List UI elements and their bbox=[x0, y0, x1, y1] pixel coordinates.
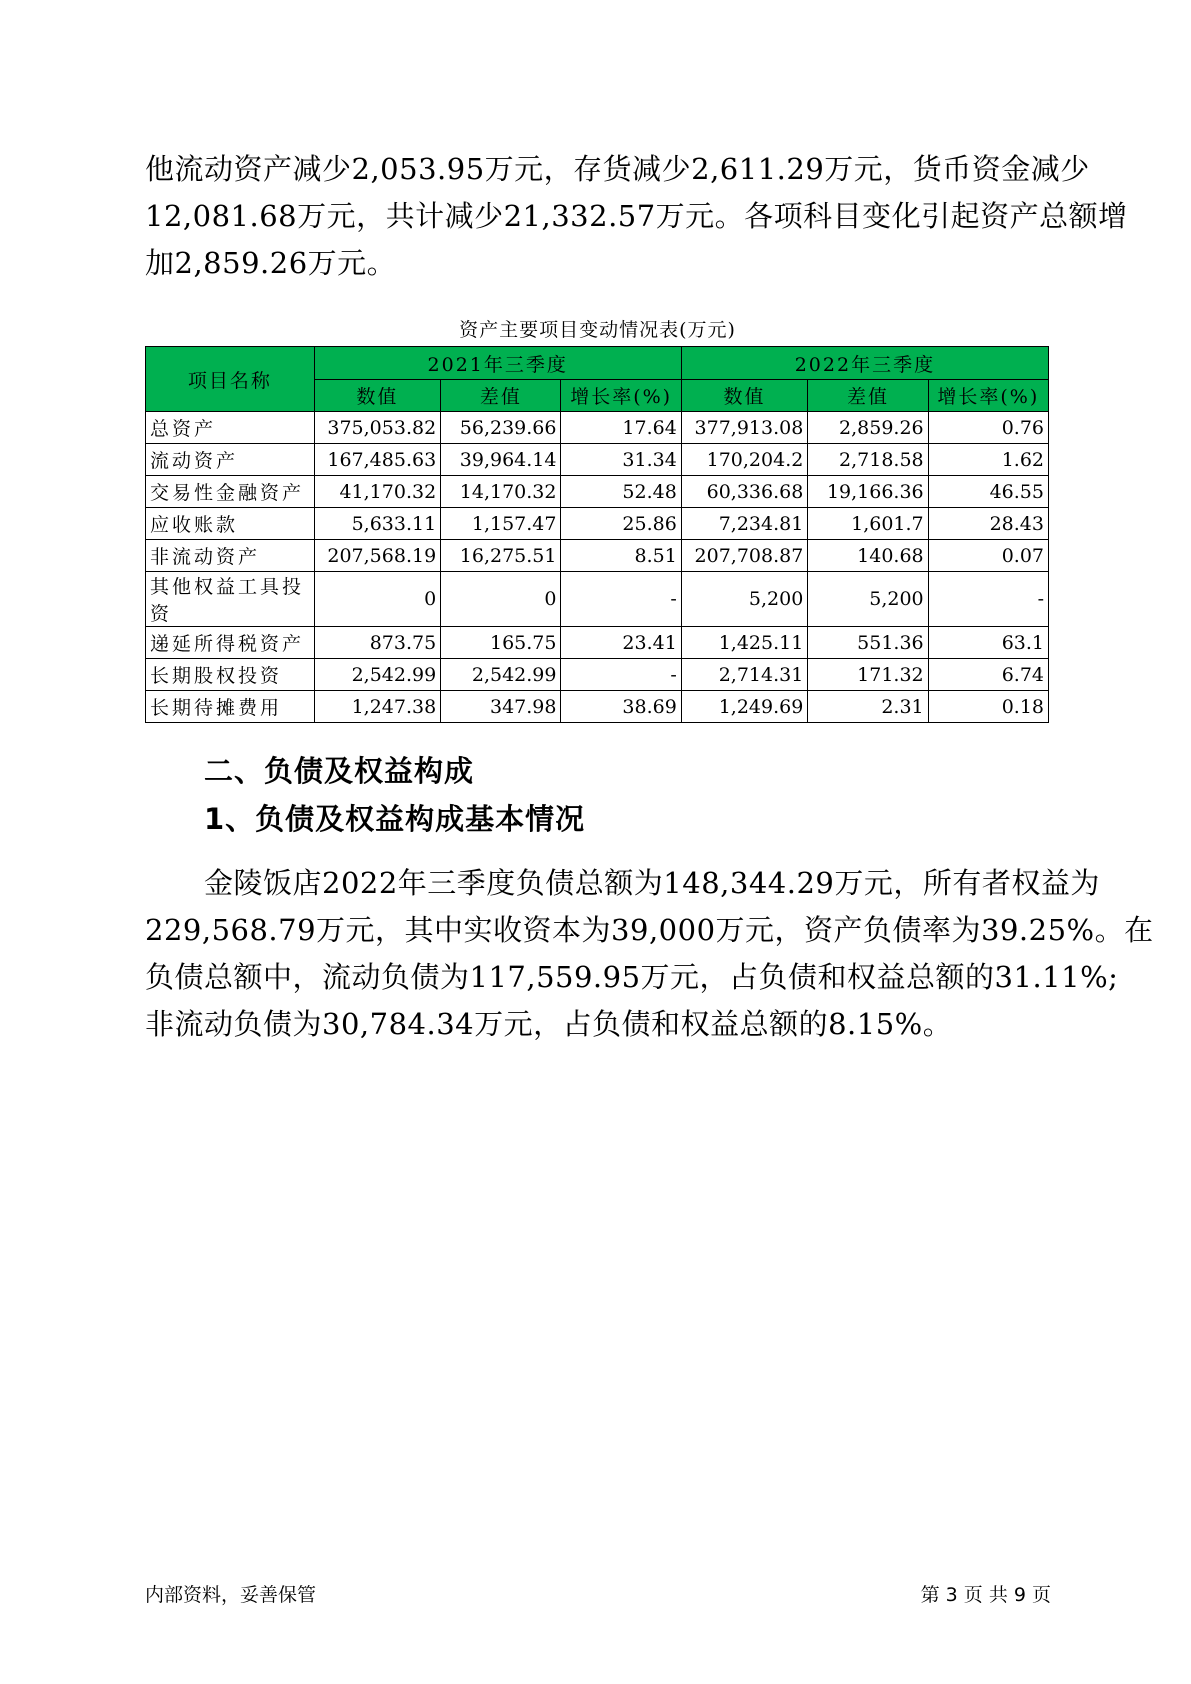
header-value-2022: 数值 bbox=[681, 380, 808, 412]
table-row bbox=[146, 412, 1049, 444]
cell-growth-2022: 46.55 bbox=[928, 476, 1048, 508]
header-period-2022: 2022年三季度 bbox=[681, 347, 1048, 380]
cell-growth-2021: 17.64 bbox=[561, 412, 681, 444]
cell-growth-2022: 63.1 bbox=[928, 627, 1048, 659]
cell-growth-2021: 8.51 bbox=[561, 540, 681, 572]
cell-diff-2022: 2,859.26 bbox=[808, 412, 928, 444]
cell-diff-2021: 14,170.32 bbox=[441, 476, 561, 508]
cell-growth-2022: - bbox=[928, 572, 1048, 627]
cell-value-2021: 375,053.82 bbox=[314, 412, 441, 444]
paragraph-line: 加2,859.26万元。 bbox=[145, 246, 397, 280]
paragraph-assets-change bbox=[145, 146, 1128, 287]
header-growth-2022: 增长率(%) bbox=[928, 380, 1048, 412]
cell-value-2021: 2,542.99 bbox=[314, 659, 441, 691]
cell-value-2022: 7,234.81 bbox=[681, 508, 808, 540]
row-label: 流动资产 bbox=[146, 444, 315, 476]
table-row bbox=[146, 659, 1049, 691]
cell-value-2022: 170,204.2 bbox=[681, 444, 808, 476]
cell-growth-2021: - bbox=[561, 572, 681, 627]
cell-diff-2022: 19,166.36 bbox=[808, 476, 928, 508]
cell-growth-2022: 6.74 bbox=[928, 659, 1048, 691]
cell-value-2022: 1,425.11 bbox=[681, 627, 808, 659]
cell-value-2021: 207,568.19 bbox=[314, 540, 441, 572]
paragraph-line: 非流动负债为30,784.34万元，占负债和权益总额的8.15%。 bbox=[145, 1007, 953, 1041]
table-caption: 资产主要项目变动情况表(万元) bbox=[459, 319, 736, 341]
paragraph-liabilities bbox=[145, 860, 1154, 1048]
cell-diff-2021: 1,157.47 bbox=[441, 508, 561, 540]
cell-growth-2022: 0.76 bbox=[928, 412, 1048, 444]
paragraph-line: 负债总额中，流动负债为117,559.95万元，占负债和权益总额的31.11%; bbox=[145, 960, 1119, 994]
cell-diff-2022: 2.31 bbox=[808, 691, 928, 723]
paragraph-line: 金陵饭店2022年三季度负债总额为148,344.29万元，所有者权益为 bbox=[145, 866, 1100, 900]
cell-growth-2021: 38.69 bbox=[561, 691, 681, 723]
paragraph-line: 他流动资产减少2,053.95万元，存货减少2,611.29万元，货币资金减少 bbox=[145, 152, 1090, 186]
cell-value-2022: 207,708.87 bbox=[681, 540, 808, 572]
header-value-2021: 数值 bbox=[314, 380, 441, 412]
cell-diff-2021: 165.75 bbox=[441, 627, 561, 659]
table-row bbox=[146, 508, 1049, 540]
cell-growth-2022: 1.62 bbox=[928, 444, 1048, 476]
row-label: 长期股权投资 bbox=[146, 659, 315, 691]
cell-diff-2022: 551.36 bbox=[808, 627, 928, 659]
table-row bbox=[146, 476, 1049, 508]
cell-value-2022: 60,336.68 bbox=[681, 476, 808, 508]
cell-value-2021: 873.75 bbox=[314, 627, 441, 659]
cell-diff-2021: 39,964.14 bbox=[441, 444, 561, 476]
subsection-heading: 1、负债及权益构成基本情况 bbox=[204, 802, 586, 836]
cell-value-2021: 5,633.11 bbox=[314, 508, 441, 540]
cell-diff-2022: 1,601.7 bbox=[808, 508, 928, 540]
cell-growth-2021: 25.86 bbox=[561, 508, 681, 540]
section-heading: 二、负债及权益构成 bbox=[204, 754, 475, 788]
cell-diff-2022: 140.68 bbox=[808, 540, 928, 572]
header-diff-2021: 差值 bbox=[441, 380, 561, 412]
paragraph-line: 12,081.68万元，共计减少21,332.57万元。各项科目变化引起资产总额增 bbox=[145, 199, 1128, 233]
cell-value-2022: 377,913.08 bbox=[681, 412, 808, 444]
cell-value-2021: 41,170.32 bbox=[314, 476, 441, 508]
table-row bbox=[146, 691, 1049, 723]
cell-growth-2021: - bbox=[561, 659, 681, 691]
row-label: 应收账款 bbox=[146, 508, 315, 540]
table-row bbox=[146, 540, 1049, 572]
table-row bbox=[146, 627, 1049, 659]
cell-growth-2022: 28.43 bbox=[928, 508, 1048, 540]
cell-diff-2021: 0 bbox=[441, 572, 561, 627]
cell-value-2021: 0 bbox=[314, 572, 441, 627]
header-period-2021: 2021年三季度 bbox=[314, 347, 681, 380]
header-diff-2022: 差值 bbox=[808, 380, 928, 412]
table-row bbox=[146, 444, 1049, 476]
cell-diff-2022: 5,200 bbox=[808, 572, 928, 627]
footer-confidential-note: 内部资料，妥善保管 bbox=[145, 1584, 317, 1606]
cell-diff-2021: 347.98 bbox=[441, 691, 561, 723]
assets-change-table bbox=[145, 346, 1049, 723]
cell-growth-2021: 52.48 bbox=[561, 476, 681, 508]
row-label: 递延所得税资产 bbox=[146, 627, 315, 659]
header-growth-2021: 增长率(%) bbox=[561, 380, 681, 412]
cell-value-2021: 167,485.63 bbox=[314, 444, 441, 476]
cell-growth-2021: 31.34 bbox=[561, 444, 681, 476]
row-label: 长期待摊费用 bbox=[146, 691, 315, 723]
paragraph-line: 229,568.79万元，其中实收资本为39,000万元，资产负债率为39.25%。在 bbox=[145, 913, 1154, 947]
cell-diff-2021: 2,542.99 bbox=[441, 659, 561, 691]
cell-diff-2021: 16,275.51 bbox=[441, 540, 561, 572]
cell-diff-2022: 2,718.58 bbox=[808, 444, 928, 476]
cell-diff-2022: 171.32 bbox=[808, 659, 928, 691]
cell-diff-2021: 56,239.66 bbox=[441, 412, 561, 444]
cell-value-2022: 1,249.69 bbox=[681, 691, 808, 723]
row-label: 总资产 bbox=[146, 412, 315, 444]
header-item-name: 项目名称 bbox=[146, 347, 315, 412]
table-row bbox=[146, 572, 1049, 627]
cell-growth-2022: 0.18 bbox=[928, 691, 1048, 723]
cell-value-2022: 2,714.31 bbox=[681, 659, 808, 691]
row-label: 非流动资产 bbox=[146, 540, 315, 572]
cell-value-2021: 1,247.38 bbox=[314, 691, 441, 723]
footer-page-number: 第 3 页 共 9 页 bbox=[920, 1584, 1051, 1606]
cell-growth-2022: 0.07 bbox=[928, 540, 1048, 572]
row-label: 其他权益工具投资 bbox=[146, 572, 315, 627]
row-label: 交易性金融资产 bbox=[146, 476, 315, 508]
cell-value-2022: 5,200 bbox=[681, 572, 808, 627]
cell-growth-2021: 23.41 bbox=[561, 627, 681, 659]
